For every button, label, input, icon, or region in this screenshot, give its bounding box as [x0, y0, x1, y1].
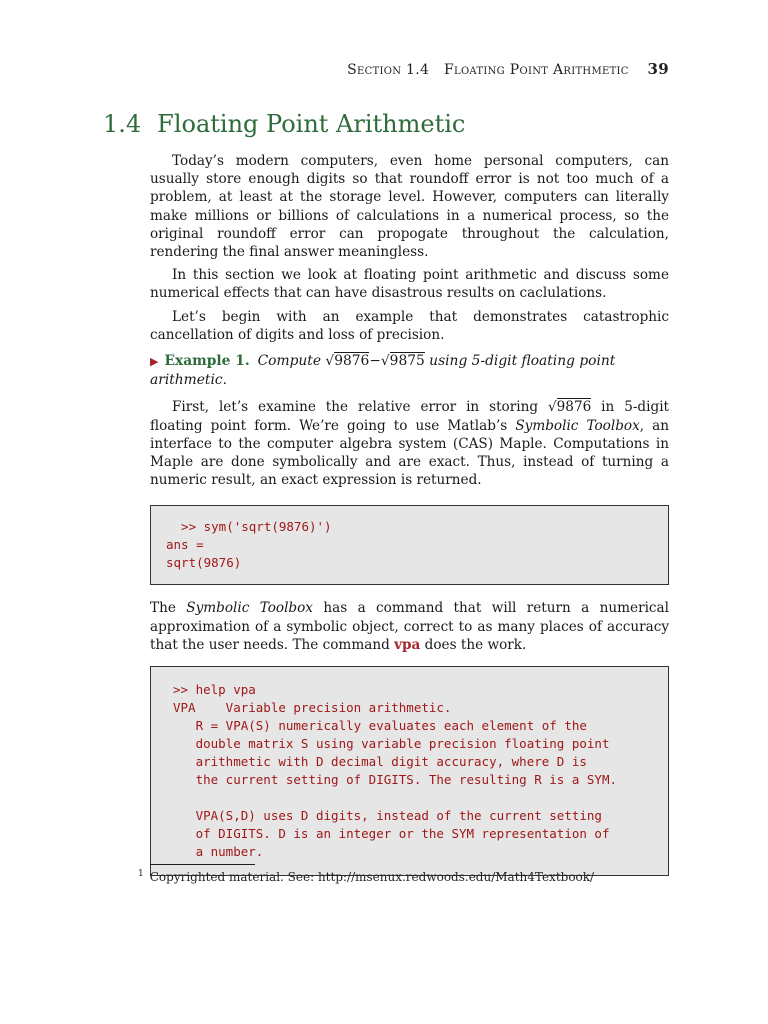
text-span: First, let’s examine the relative error in storing	[172, 399, 548, 416]
running-head	[150, 60, 669, 78]
example-text-after: using 5-digit floating point arithmetic.	[150, 353, 616, 389]
example-text-before: Compute	[257, 353, 326, 370]
paragraph-vpa-intro	[150, 599, 669, 654]
paragraph-intro: Today’s modern computers, even home personal computers, can usually store enough digits so that roundoff error is not too much of a problem, at least at the storage level. However, computers can literally make millions or billions of calculations in a numerical process, so the original roundoff error can propogate throughout the calculation, rendering the final answer meaningless.	[150, 153, 669, 261]
text-span: , an interface to the computer algebra system (CAS) Maple. Computations in Maple are done symbolically and are exact. Thus, instead of turning a numeric result, an exact expression is returned.	[150, 417, 669, 489]
sqrt-expression-2: √9875	[380, 353, 425, 370]
sqrt-expression-3: √9876	[547, 399, 592, 416]
paragraph-example-lead: Let’s begin with an example that demonstrates catastrophic cancellation of digits and loss of precision.	[150, 308, 669, 343]
running-head-title: Floating Point Arithmetic	[443, 62, 629, 78]
paragraph-relative-error	[150, 398, 669, 489]
footnote-mark: 1	[138, 869, 144, 879]
vpa-keyword: vpa	[394, 636, 421, 653]
footnote-rule	[150, 864, 255, 865]
text-span: in 5-digit floating point form. We’re going to use Matlab’s	[150, 399, 669, 434]
page-number: 39	[647, 60, 669, 78]
running-head-section: Section 1.4	[347, 62, 430, 78]
section-title: Floating Point Arithmetic	[157, 110, 466, 138]
text-span: has a command that will return a numerical approximation of a symbolic object, correct to as many places of accuracy that the user needs. The command	[150, 600, 669, 653]
symbolic-toolbox-term: Symbolic Toolbox	[186, 600, 313, 617]
section-heading	[103, 110, 465, 138]
minus-sign: −	[369, 353, 381, 370]
example-triangle-icon: ▶	[150, 355, 159, 369]
paragraph-section-overview: In this section we look at floating point arithmetic and discuss some numerical effects that can have disastrous results on caclulations.	[150, 267, 669, 302]
radicand-1: 9876	[334, 353, 370, 370]
body-text	[150, 152, 669, 890]
text-span: The	[150, 600, 187, 617]
footnote	[138, 869, 594, 884]
radicand-2: 9875	[389, 353, 425, 370]
footnote-text: Copyrighted material. See: http://msenux.redwoods.edu/Math4Textbook/	[149, 870, 595, 884]
code-block-help-vpa: >> help vpa VPA Variable precision arithmetic. R = VPA(S) numerically evaluates each element of the double matrix S using variable precision floating point arithmetic with D decimal digit accuracy, where D is the current setting of DIGITS. The resulting R is a SYM. VPA(S,D) uses D digits, instead of the current setting of DIGITS. D is an integer or the SYM representation of a number.	[150, 666, 669, 876]
example-statement	[150, 352, 669, 389]
example-label: Example 1.	[164, 353, 250, 370]
radicand-3: 9876	[556, 399, 592, 416]
sqrt-expression-1: √9876	[325, 353, 370, 370]
text-span: does the work.	[420, 636, 527, 653]
code-block-sym: >> sym('sqrt(9876)') ans = sqrt(9876)	[150, 505, 669, 585]
symbolic-toolbox-term: Symbolic Toolbox	[515, 417, 640, 434]
section-number: 1.4	[103, 110, 142, 138]
